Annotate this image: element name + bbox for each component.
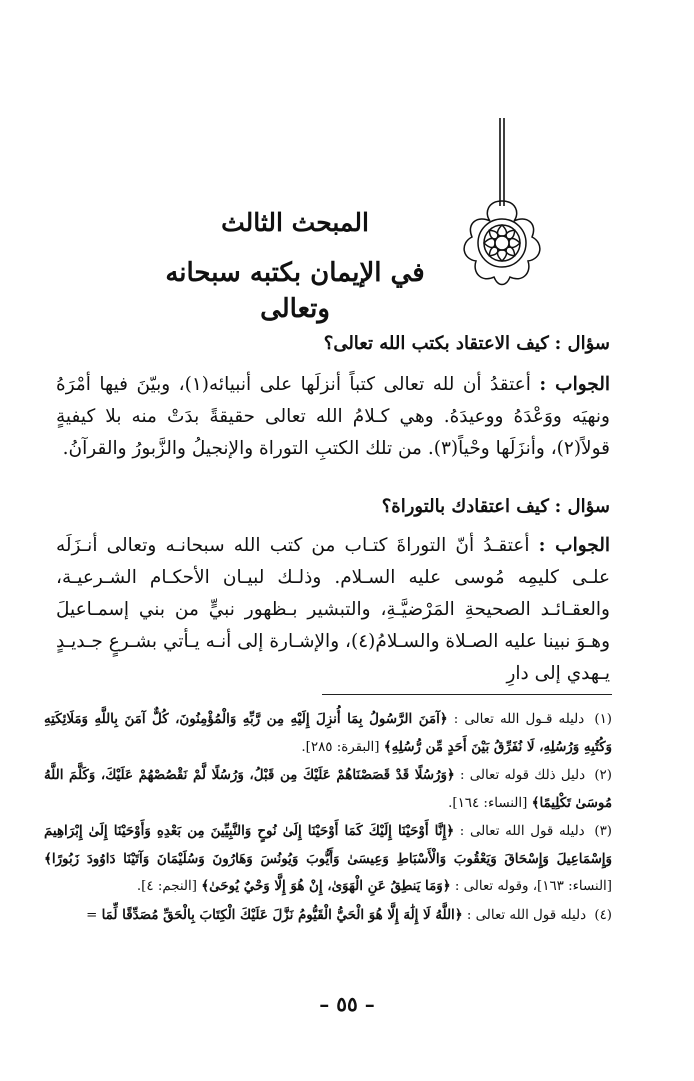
footnote-1 xyxy=(44,706,612,761)
answer-2 xyxy=(56,530,610,690)
question-2 xyxy=(56,493,610,521)
verse-reference: [البقرة: ٢٨٥]. xyxy=(301,739,380,755)
footnote-divider xyxy=(322,694,612,695)
footnote-intro: دليله قـول الله تعالى : xyxy=(453,712,585,727)
quran-verse: ﴿إِنَّا أَوْحَيْنَا إِلَيْكَ كَمَا أَوْحَيْنَا إِلَىٰ نُوحٍ وَالنَّبِيِّينَ مِن بَعْدِهِ وَأَوْحَيْنَا إِلَىٰ إِبْرَاهِيمَ وَإِسْمَاعِيلَ وَإِسْحَاقَ وَيَعْقُوبَ وَالْأَسْبَاطِ وَعِيسَىٰ وَأَيُّوبَ وَيُونُسَ وَهَارُونَ وَسُلَيْمَانَ وَآتَيْنَا دَاوُودَ زَبُورًا﴾ xyxy=(44,823,612,867)
answer-label: الجواب : xyxy=(539,374,611,395)
verse-reference: [النساء: ١٦٤]. xyxy=(448,795,528,811)
question-text: كيف اعتقادك بالتوراة؟ xyxy=(381,496,549,517)
chapter-heading xyxy=(150,205,440,327)
question-text: كيف الاعتقاد بكتب الله تعالى؟ xyxy=(323,333,549,354)
footnote-number: (٢) xyxy=(594,768,612,783)
verse-reference: [النساء: ١٦٣]، وقوله تعالى : xyxy=(454,879,612,894)
quran-verse: ﴿اللَّهُ لَا إِلَٰهَ إِلَّا هُوَ الْحَيُّ الْقَيُّومُ نَزَّلَ عَلَيْكَ الْكِتَابَ بِالْحَقِّ مُصَدِّقًا لِّمَا xyxy=(101,906,463,923)
continuation-mark: = xyxy=(86,907,98,923)
footnote-number: (٣) xyxy=(594,824,613,839)
answer-text: أعتقدُ أن لله تعالى كتباً أنزلَها على أنبيائه(١)، وبيّنَ فيها أمْرَهُ ونهيَه ووَعْدَهُ ووعيدَهُ. وهي كـلامُ الله تعالى حقيقةً بدَتْ منه بلا كيفيةٍ قولاً(٢)، وأنزَلَها وحْياً(٣). من تلك الكتبِ التوراة والإنجيلُ والزَّبورُ والقرآنُ. xyxy=(56,374,610,459)
quran-verse: ﴿وَرُسُلًا قَدْ قَصَصْنَاهُمْ عَلَيْكَ مِن قَبْلُ، وَرُسُلًا لَّمْ نَقْصُصْهُمْ عَلَيْكَ، وَكَلَّمَ اللَّهُ مُوسَىٰ تَكْلِيمًا﴾ xyxy=(44,767,612,811)
answer-1 xyxy=(56,369,610,465)
footnote-intro: دليله قول الله تعالى : xyxy=(459,824,585,839)
footnote-intro: دليل ذلك قوله تعالى : xyxy=(460,768,586,783)
question-label: سؤال : xyxy=(554,333,610,354)
page-number: – ٥٥ – xyxy=(319,992,375,1016)
question-label: سؤال : xyxy=(554,496,610,517)
answer-label: الجواب : xyxy=(538,535,610,556)
question-1 xyxy=(56,330,610,358)
footnote-3 xyxy=(44,818,612,901)
footnote-2 xyxy=(44,762,612,817)
footnotes xyxy=(44,706,612,930)
quran-verse: ﴿آمَنَ الرَّسُولُ بِمَا أُنزِلَ إِلَيْهِ مِن رَّبِّهِ وَالْمُؤْمِنُونَ، كُلٌّ آمَنَ بِاللَّهِ وَمَلَائِكَتِهِ وَكُتُبِهِ وَرُسُلِهِ، لَا نُفَرِّقُ بَيْنَ أَحَدٍ مِّن رُّسُلِهِ﴾ xyxy=(44,711,612,755)
floral-ornament-icon xyxy=(452,118,552,303)
answer-text: أعتقـدُ أنّ التوراةَ كتـاب من كتب الله سبحانـه وتعالى أنـزَلَه علـى كليمِه مُوسى عليه السـلام. وذلـك لبيـان الأحكـام الشـرعيـة، والعقـائـد الصحيحةِ المَرْضيَّـةِ، والتبشير بـظهور نبيٍّ من بني إسمـاعيلَ وهـوَ نبينا عليه الصـلاة والسـلامُ(٤)، والإشـارة إلى أنـه يـأتي بشـرعٍ جـديـدٍ يـهدي إلى دارِ xyxy=(56,535,610,684)
chapter-subtitle: في الإيمان بكتبه سبحانه وتعالى xyxy=(165,258,425,324)
quran-verse: ﴿وَمَا يَنطِقُ عَنِ الْهَوَىٰ، إِنْ هُوَ إِلَّا وَحْيٌ يُوحَىٰ﴾ xyxy=(201,878,451,894)
footnote-intro: دليله قول الله تعالى : xyxy=(466,907,587,923)
footnote-number: (٤) xyxy=(594,907,612,923)
verse-reference: [النجم: ٤]. xyxy=(136,879,197,894)
footnote-4 xyxy=(44,902,612,930)
chapter-title: المبحث الثالث xyxy=(221,208,369,237)
footnote-number: (١) xyxy=(594,712,613,727)
